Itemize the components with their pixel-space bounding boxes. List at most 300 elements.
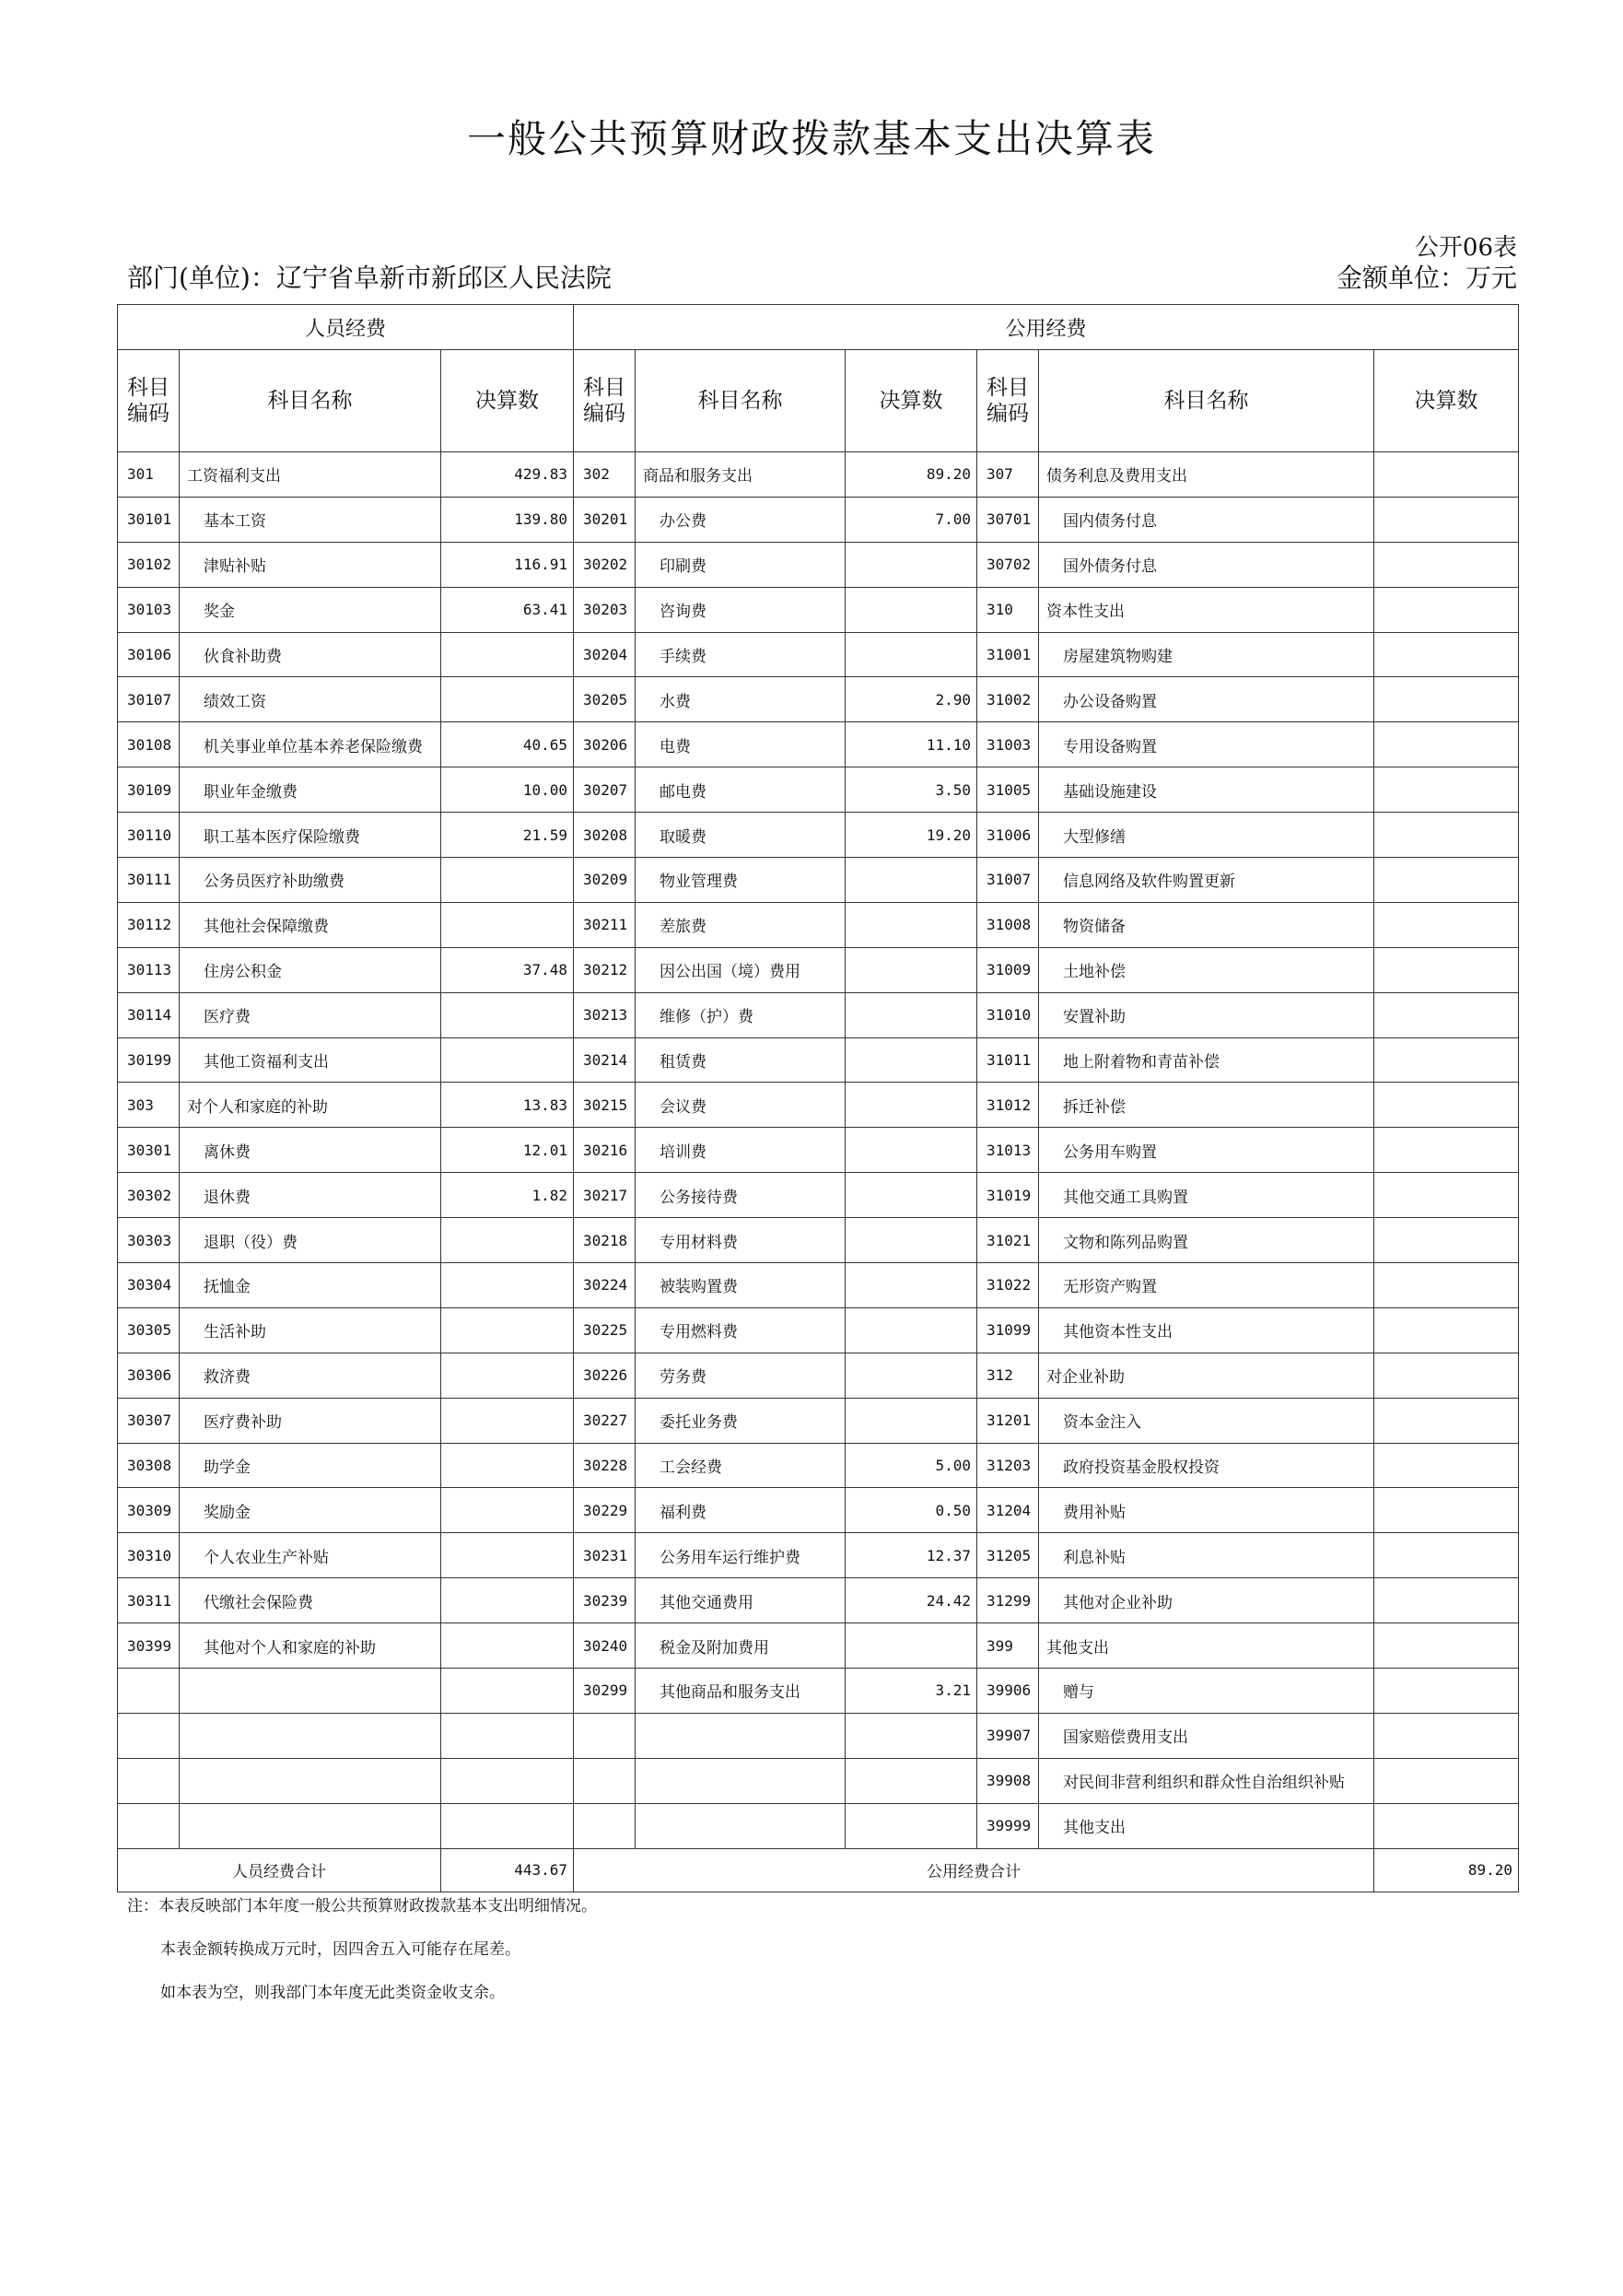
personnel-name-cell: 医疗费补助 xyxy=(180,1398,441,1443)
header-name: 科目名称 xyxy=(636,350,846,452)
goods-name-cell: 印刷费 xyxy=(636,542,846,587)
personnel-total-value: 443.67 xyxy=(441,1848,574,1892)
capital-amount-cell xyxy=(1374,902,1519,947)
goods-name-cell: 劳务费 xyxy=(636,1353,846,1398)
goods-amount-cell: 12.37 xyxy=(846,1533,977,1578)
capital-code-cell: 307 xyxy=(977,452,1039,498)
goods-amount-cell xyxy=(846,1803,977,1848)
personnel-name-cell xyxy=(180,1713,441,1758)
capital-name-cell: 其他资本性支出 xyxy=(1039,1307,1374,1353)
capital-name-cell: 其他对企业补助 xyxy=(1039,1578,1374,1623)
capital-code-cell: 310 xyxy=(977,587,1039,632)
goods-code-cell: 30215 xyxy=(574,1083,636,1128)
goods-name-cell: 取暖费 xyxy=(636,813,846,858)
goods-amount-cell xyxy=(846,1218,977,1263)
personnel-code-cell: 30108 xyxy=(118,722,180,767)
goods-amount-cell xyxy=(846,1307,977,1353)
table-row xyxy=(118,542,1519,587)
capital-code-cell: 31021 xyxy=(977,1218,1039,1263)
goods-name-cell: 专用材料费 xyxy=(636,1218,846,1263)
capital-code-cell: 39906 xyxy=(977,1669,1039,1714)
personnel-amount-cell xyxy=(441,1218,574,1263)
personnel-name-cell: 绩效工资 xyxy=(180,677,441,722)
goods-name-cell xyxy=(636,1713,846,1758)
personnel-amount-cell xyxy=(441,1263,574,1308)
group-header-row xyxy=(118,305,1519,350)
goods-code-cell: 30224 xyxy=(574,1263,636,1308)
capital-amount-cell xyxy=(1374,1803,1519,1848)
goods-amount-cell xyxy=(846,992,977,1037)
capital-name-cell: 对民间非营利组织和群众性自治组织补贴 xyxy=(1039,1758,1374,1803)
personnel-name-cell: 奖金 xyxy=(180,587,441,632)
goods-amount-cell xyxy=(846,902,977,947)
capital-code-cell: 31009 xyxy=(977,947,1039,992)
personnel-code-cell: 30306 xyxy=(118,1353,180,1398)
table-row xyxy=(118,992,1519,1037)
table-row xyxy=(118,452,1519,498)
table-row xyxy=(118,1578,1519,1623)
capital-code-cell: 31003 xyxy=(977,722,1039,767)
capital-name-cell: 资本性支出 xyxy=(1039,587,1374,632)
goods-code-cell: 30228 xyxy=(574,1443,636,1488)
personnel-code-cell xyxy=(118,1713,180,1758)
footnote: 如本表为空，则我部门本年度无此类资金收支余。 xyxy=(160,1984,505,2002)
personnel-code-cell: 30114 xyxy=(118,992,180,1037)
personnel-amount-cell xyxy=(441,1578,574,1623)
goods-name-cell xyxy=(636,1803,846,1848)
personnel-code-cell: 30103 xyxy=(118,587,180,632)
page-title: 一般公共预算财政拨款基本支出决算表 xyxy=(466,116,1156,161)
capital-name-cell: 其他交通工具购置 xyxy=(1039,1173,1374,1218)
capital-code-cell: 39999 xyxy=(977,1803,1039,1848)
personnel-name-cell: 救济费 xyxy=(180,1353,441,1398)
table-row xyxy=(118,587,1519,632)
capital-amount-cell xyxy=(1374,992,1519,1037)
personnel-name-cell: 其他工资福利支出 xyxy=(180,1037,441,1083)
table-row xyxy=(118,1713,1519,1758)
footnotes xyxy=(127,1885,597,2015)
capital-amount-cell xyxy=(1374,1758,1519,1803)
table-row xyxy=(118,1443,1519,1488)
capital-code-cell: 31019 xyxy=(977,1173,1039,1218)
goods-name-cell: 工会经费 xyxy=(636,1443,846,1488)
amount-unit: 金额单位：万元 xyxy=(1336,263,1517,293)
personnel-code-cell: 30303 xyxy=(118,1218,180,1263)
goods-code-cell: 30226 xyxy=(574,1353,636,1398)
table-row xyxy=(118,1218,1519,1263)
capital-amount-cell xyxy=(1374,813,1519,858)
capital-code-cell: 31001 xyxy=(977,632,1039,677)
personnel-amount-cell: 10.00 xyxy=(441,767,574,813)
goods-amount-cell xyxy=(846,1173,977,1218)
personnel-code-cell: 30102 xyxy=(118,542,180,587)
capital-code-cell: 31008 xyxy=(977,902,1039,947)
goods-name-cell: 被装购置费 xyxy=(636,1263,846,1308)
expenditure-table xyxy=(117,304,1519,1892)
goods-amount-cell xyxy=(846,858,977,903)
capital-name-cell: 资本金注入 xyxy=(1039,1398,1374,1443)
capital-name-cell: 专用设备购置 xyxy=(1039,722,1374,767)
capital-name-cell: 无形资产购置 xyxy=(1039,1263,1374,1308)
goods-code-cell: 30211 xyxy=(574,902,636,947)
capital-name-cell: 房屋建筑物购建 xyxy=(1039,632,1374,677)
personnel-name-cell: 代缴社会保险费 xyxy=(180,1578,441,1623)
personnel-code-cell: 30308 xyxy=(118,1443,180,1488)
personnel-name-cell: 职工基本医疗保险缴费 xyxy=(180,813,441,858)
capital-name-cell: 费用补贴 xyxy=(1039,1488,1374,1533)
personnel-name-cell: 抚恤金 xyxy=(180,1263,441,1308)
personnel-amount-cell xyxy=(441,1037,574,1083)
capital-amount-cell xyxy=(1374,947,1519,992)
table-row xyxy=(118,947,1519,992)
personnel-name-cell: 职业年金缴费 xyxy=(180,767,441,813)
capital-code-cell: 31204 xyxy=(977,1488,1039,1533)
personnel-code-cell xyxy=(118,1669,180,1714)
header-amount: 决算数 xyxy=(846,350,977,452)
goods-amount-cell xyxy=(846,632,977,677)
capital-name-cell: 地上附着物和青苗补偿 xyxy=(1039,1037,1374,1083)
capital-amount-cell xyxy=(1374,722,1519,767)
personnel-name-cell: 医疗费 xyxy=(180,992,441,1037)
goods-amount-cell xyxy=(846,587,977,632)
table-row xyxy=(118,813,1519,858)
personnel-amount-cell: 12.01 xyxy=(441,1128,574,1173)
personnel-amount-cell: 21.59 xyxy=(441,813,574,858)
capital-name-cell: 国内债务付息 xyxy=(1039,497,1374,542)
goods-code-cell: 30203 xyxy=(574,587,636,632)
capital-amount-cell xyxy=(1374,858,1519,903)
personnel-name-cell: 助学金 xyxy=(180,1443,441,1488)
personnel-code-cell: 30309 xyxy=(118,1488,180,1533)
goods-code-cell: 30239 xyxy=(574,1578,636,1623)
capital-name-cell: 土地补偿 xyxy=(1039,947,1374,992)
capital-code-cell: 31013 xyxy=(977,1128,1039,1173)
personnel-code-cell xyxy=(118,1803,180,1848)
goods-amount-cell: 89.20 xyxy=(846,452,977,498)
table-row xyxy=(118,1353,1519,1398)
goods-name-cell: 其他商品和服务支出 xyxy=(636,1669,846,1714)
personnel-code-cell xyxy=(118,1758,180,1803)
goods-name-cell: 电费 xyxy=(636,722,846,767)
capital-name-cell: 大型修缮 xyxy=(1039,813,1374,858)
table-row xyxy=(118,1083,1519,1128)
personnel-amount-cell: 429.83 xyxy=(441,452,574,498)
capital-name-cell: 债务利息及费用支出 xyxy=(1039,452,1374,498)
form-number: 公开06表 xyxy=(1414,234,1517,262)
personnel-code-cell: 30301 xyxy=(118,1128,180,1173)
goods-amount-cell xyxy=(846,1037,977,1083)
goods-code-cell: 30231 xyxy=(574,1533,636,1578)
table-row xyxy=(118,1128,1519,1173)
personnel-name-cell: 生活补助 xyxy=(180,1307,441,1353)
capital-amount-cell xyxy=(1374,1669,1519,1714)
footnote: 注：本表反映部门本年度一般公共预算财政拨款基本支出明细情况。 xyxy=(127,1897,597,1915)
capital-name-cell: 信息网络及软件购置更新 xyxy=(1039,858,1374,903)
goods-name-cell: 公务接待费 xyxy=(636,1173,846,1218)
capital-name-cell: 国外债务付息 xyxy=(1039,542,1374,587)
capital-amount-cell xyxy=(1374,1713,1519,1758)
goods-amount-cell: 5.00 xyxy=(846,1443,977,1488)
personnel-total-label: 人员经费合计 xyxy=(118,1848,441,1892)
table-row xyxy=(118,767,1519,813)
personnel-amount-cell xyxy=(441,1713,574,1758)
goods-amount-cell: 11.10 xyxy=(846,722,977,767)
table-row xyxy=(118,1488,1519,1533)
goods-name-cell: 福利费 xyxy=(636,1488,846,1533)
table-row xyxy=(118,722,1519,767)
personnel-code-cell: 301 xyxy=(118,452,180,498)
capital-amount-cell xyxy=(1374,1398,1519,1443)
personnel-name-cell xyxy=(180,1669,441,1714)
capital-code-cell: 31205 xyxy=(977,1533,1039,1578)
header-code: 科目 编码 xyxy=(977,350,1039,452)
goods-name-cell: 咨询费 xyxy=(636,587,846,632)
goods-amount-cell xyxy=(846,947,977,992)
personnel-code-cell: 30106 xyxy=(118,632,180,677)
group-personnel: 人员经费 xyxy=(118,305,574,350)
capital-code-cell: 31012 xyxy=(977,1083,1039,1128)
personnel-name-cell: 住房公积金 xyxy=(180,947,441,992)
personnel-name-cell: 离休费 xyxy=(180,1128,441,1173)
goods-name-cell: 租赁费 xyxy=(636,1037,846,1083)
personnel-name-cell: 退职（役）费 xyxy=(180,1218,441,1263)
capital-name-cell: 其他支出 xyxy=(1039,1623,1374,1669)
goods-amount-cell xyxy=(846,542,977,587)
goods-code-cell xyxy=(574,1803,636,1848)
goods-name-cell: 手续费 xyxy=(636,632,846,677)
personnel-code-cell: 303 xyxy=(118,1083,180,1128)
personnel-name-cell: 奖励金 xyxy=(180,1488,441,1533)
table-row xyxy=(118,902,1519,947)
capital-amount-cell xyxy=(1374,497,1519,542)
personnel-code-cell: 30311 xyxy=(118,1578,180,1623)
header-amount: 决算数 xyxy=(441,350,574,452)
capital-amount-cell xyxy=(1374,587,1519,632)
table-row xyxy=(118,677,1519,722)
goods-code-cell: 302 xyxy=(574,452,636,498)
goods-code-cell: 30240 xyxy=(574,1623,636,1669)
personnel-amount-cell: 139.80 xyxy=(441,497,574,542)
capital-code-cell: 31011 xyxy=(977,1037,1039,1083)
personnel-code-cell: 30307 xyxy=(118,1398,180,1443)
header-name: 科目名称 xyxy=(1039,350,1374,452)
capital-code-cell: 30701 xyxy=(977,497,1039,542)
personnel-name-cell: 公务员医疗补助缴费 xyxy=(180,858,441,903)
personnel-code-cell: 30101 xyxy=(118,497,180,542)
capital-name-cell: 办公设备购置 xyxy=(1039,677,1374,722)
goods-name-cell: 培训费 xyxy=(636,1128,846,1173)
goods-amount-cell xyxy=(846,1083,977,1128)
goods-name-cell: 水费 xyxy=(636,677,846,722)
personnel-amount-cell xyxy=(441,902,574,947)
goods-amount-cell xyxy=(846,1623,977,1669)
capital-code-cell: 312 xyxy=(977,1353,1039,1398)
goods-code-cell: 30214 xyxy=(574,1037,636,1083)
goods-name-cell: 公务用车运行维护费 xyxy=(636,1533,846,1578)
capital-name-cell: 安置补助 xyxy=(1039,992,1374,1037)
personnel-name-cell: 工资福利支出 xyxy=(180,452,441,498)
personnel-name-cell: 其他社会保障缴费 xyxy=(180,902,441,947)
capital-name-cell: 其他支出 xyxy=(1039,1803,1374,1848)
personnel-amount-cell xyxy=(441,677,574,722)
goods-code-cell: 30229 xyxy=(574,1488,636,1533)
table-row xyxy=(118,1623,1519,1669)
personnel-name-cell xyxy=(180,1758,441,1803)
capital-amount-cell xyxy=(1374,1578,1519,1623)
personnel-amount-cell: 13.83 xyxy=(441,1083,574,1128)
department-label: 部门(单位)：辽宁省阜新市新邱区人民法院 xyxy=(127,263,612,293)
personnel-name-cell xyxy=(180,1803,441,1848)
goods-amount-cell: 24.42 xyxy=(846,1578,977,1623)
personnel-amount-cell xyxy=(441,1803,574,1848)
capital-name-cell: 政府投资基金股权投资 xyxy=(1039,1443,1374,1488)
capital-name-cell: 赠与 xyxy=(1039,1669,1374,1714)
goods-name-cell: 差旅费 xyxy=(636,902,846,947)
capital-code-cell: 31002 xyxy=(977,677,1039,722)
goods-amount-cell: 0.50 xyxy=(846,1488,977,1533)
personnel-code-cell: 30110 xyxy=(118,813,180,858)
goods-amount-cell xyxy=(846,1128,977,1173)
table-row xyxy=(118,1398,1519,1443)
goods-name-cell: 办公费 xyxy=(636,497,846,542)
personnel-amount-cell: 1.82 xyxy=(441,1173,574,1218)
personnel-name-cell: 对个人和家庭的补助 xyxy=(180,1083,441,1128)
capital-amount-cell xyxy=(1374,1037,1519,1083)
goods-name-cell: 邮电费 xyxy=(636,767,846,813)
personnel-amount-cell: 40.65 xyxy=(441,722,574,767)
personnel-amount-cell xyxy=(441,1353,574,1398)
goods-amount-cell xyxy=(846,1263,977,1308)
capital-code-cell: 30702 xyxy=(977,542,1039,587)
capital-code-cell: 39907 xyxy=(977,1713,1039,1758)
personnel-amount-cell xyxy=(441,858,574,903)
goods-code-cell: 30206 xyxy=(574,722,636,767)
capital-name-cell: 对企业补助 xyxy=(1039,1353,1374,1398)
personnel-amount-cell: 37.48 xyxy=(441,947,574,992)
personnel-amount-cell xyxy=(441,1307,574,1353)
goods-code-cell xyxy=(574,1758,636,1803)
capital-code-cell: 31022 xyxy=(977,1263,1039,1308)
capital-code-cell: 31299 xyxy=(977,1578,1039,1623)
table-row xyxy=(118,858,1519,903)
capital-name-cell: 利息补贴 xyxy=(1039,1533,1374,1578)
goods-amount-cell: 7.00 xyxy=(846,497,977,542)
capital-name-cell: 公务用车购置 xyxy=(1039,1128,1374,1173)
capital-amount-cell xyxy=(1374,452,1519,498)
capital-amount-cell xyxy=(1374,632,1519,677)
goods-amount-cell xyxy=(846,1758,977,1803)
goods-code-cell: 30218 xyxy=(574,1218,636,1263)
goods-amount-cell xyxy=(846,1398,977,1443)
capital-amount-cell xyxy=(1374,1263,1519,1308)
goods-name-cell: 委托业务费 xyxy=(636,1398,846,1443)
goods-name-cell: 会议费 xyxy=(636,1083,846,1128)
capital-amount-cell xyxy=(1374,1353,1519,1398)
capital-name-cell: 基础设施建设 xyxy=(1039,767,1374,813)
personnel-amount-cell xyxy=(441,1443,574,1488)
header-code: 科目 编码 xyxy=(574,350,636,452)
public-total-label: 公用经费合计 xyxy=(574,1848,1374,1892)
personnel-code-cell: 30112 xyxy=(118,902,180,947)
capital-amount-cell xyxy=(1374,1307,1519,1353)
personnel-amount-cell xyxy=(441,1623,574,1669)
table-row xyxy=(118,497,1519,542)
personnel-code-cell: 30199 xyxy=(118,1037,180,1083)
footnote: 本表金额转换成万元时，因四舍五入可能存在尾差。 xyxy=(160,1940,520,1959)
goods-amount-cell: 2.90 xyxy=(846,677,977,722)
capital-code-cell: 399 xyxy=(977,1623,1039,1669)
personnel-code-cell: 30302 xyxy=(118,1173,180,1218)
capital-code-cell: 31007 xyxy=(977,858,1039,903)
personnel-code-cell: 30107 xyxy=(118,677,180,722)
personnel-amount-cell xyxy=(441,1488,574,1533)
public-total-value: 89.20 xyxy=(1374,1848,1519,1892)
capital-amount-cell xyxy=(1374,1443,1519,1488)
capital-amount-cell xyxy=(1374,1083,1519,1128)
capital-code-cell: 31201 xyxy=(977,1398,1039,1443)
personnel-code-cell: 30310 xyxy=(118,1533,180,1578)
goods-code-cell: 30216 xyxy=(574,1128,636,1173)
goods-code-cell: 30202 xyxy=(574,542,636,587)
personnel-amount-cell xyxy=(441,1669,574,1714)
goods-code-cell: 30207 xyxy=(574,767,636,813)
capital-amount-cell xyxy=(1374,1218,1519,1263)
goods-name-cell: 物业管理费 xyxy=(636,858,846,903)
goods-name-cell: 因公出国（境）费用 xyxy=(636,947,846,992)
personnel-name-cell: 基本工资 xyxy=(180,497,441,542)
personnel-name-cell: 其他对个人和家庭的补助 xyxy=(180,1623,441,1669)
capital-amount-cell xyxy=(1374,767,1519,813)
capital-code-cell: 39908 xyxy=(977,1758,1039,1803)
capital-code-cell: 31005 xyxy=(977,767,1039,813)
goods-amount-cell: 3.50 xyxy=(846,767,977,813)
goods-amount-cell: 19.20 xyxy=(846,813,977,858)
capital-amount-cell xyxy=(1374,542,1519,587)
table-row xyxy=(118,1263,1519,1308)
personnel-amount-cell xyxy=(441,1758,574,1803)
capital-amount-cell xyxy=(1374,1173,1519,1218)
capital-code-cell: 31203 xyxy=(977,1443,1039,1488)
personnel-code-cell: 30399 xyxy=(118,1623,180,1669)
goods-name-cell xyxy=(636,1758,846,1803)
goods-name-cell: 维修（护）费 xyxy=(636,992,846,1037)
goods-code-cell: 30212 xyxy=(574,947,636,992)
table-row xyxy=(118,1669,1519,1714)
personnel-code-cell: 30113 xyxy=(118,947,180,992)
capital-amount-cell xyxy=(1374,677,1519,722)
goods-name-cell: 其他交通费用 xyxy=(636,1578,846,1623)
table-row xyxy=(118,1533,1519,1578)
table-row xyxy=(118,1173,1519,1218)
goods-code-cell: 30204 xyxy=(574,632,636,677)
capital-name-cell: 文物和陈列品购置 xyxy=(1039,1218,1374,1263)
goods-code-cell: 30213 xyxy=(574,992,636,1037)
table-row xyxy=(118,1307,1519,1353)
header-name: 科目名称 xyxy=(180,350,441,452)
capital-code-cell: 31010 xyxy=(977,992,1039,1037)
table-row xyxy=(118,1758,1519,1803)
goods-code-cell: 30225 xyxy=(574,1307,636,1353)
header-amount: 决算数 xyxy=(1374,350,1519,452)
goods-code-cell: 30205 xyxy=(574,677,636,722)
personnel-amount-cell xyxy=(441,992,574,1037)
capital-code-cell: 31006 xyxy=(977,813,1039,858)
goods-code-cell: 30208 xyxy=(574,813,636,858)
personnel-amount-cell xyxy=(441,1398,574,1443)
personnel-amount-cell: 116.91 xyxy=(441,542,574,587)
personnel-name-cell: 退休费 xyxy=(180,1173,441,1218)
goods-code-cell: 30217 xyxy=(574,1173,636,1218)
